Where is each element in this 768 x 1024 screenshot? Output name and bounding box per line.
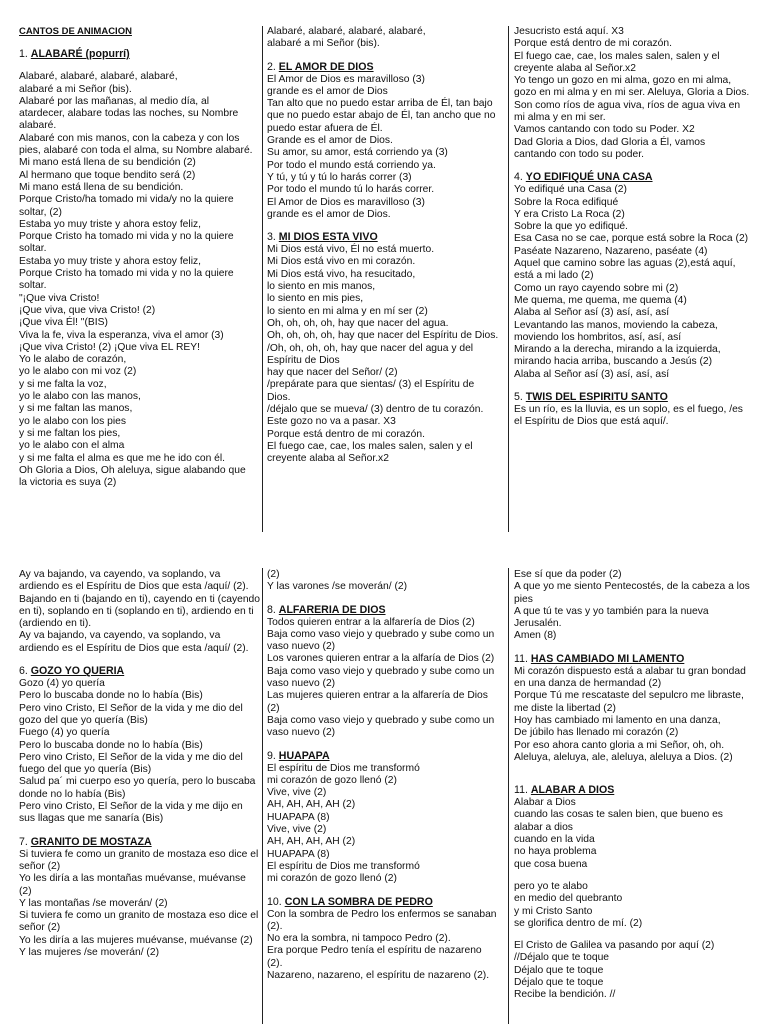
lyric-line: Al hermano que toque bendito será (2) [19,169,196,181]
lyric-line: AH, AH, AH, AH (2) [267,799,356,811]
lyric-line: AH, AH, AH, AH (2) [267,836,356,848]
song-title-text: HUAPAPA [278,749,330,762]
lyric-line: Baja como vaso viejo y quebrado y sube como un vaso nuevo (2) [267,665,495,690]
lyric-line: y si me falta el alma es que me he ido con él. [19,452,226,464]
song-number: 9. [267,749,276,762]
lyric-line: "¡Que viva Cristo! [19,292,100,304]
lyric-line: grande es el amor de Dios. [267,208,391,220]
lyric-line: mi corazón de gozo llenó (2) [267,774,397,786]
spacer [514,930,752,940]
lyric-line: Oh, oh, oh, oh, hay que nacer del agua. [267,317,449,329]
lyric-line: Los varones quieren entrar a la alfaría de Dios (2) [267,653,495,665]
spacer [19,826,261,836]
lyric-line: Mi corazón dispuesto está a alabar tu gran bondad en una danza de hermandad (2) [514,665,746,690]
lyric-line: ¡Que viva Cristo! (2) ¡Que viva EL REY! [19,341,201,353]
lyric-line: se glorifica dentro de mí. (2) [514,917,643,929]
song-title [514,171,750,184]
spacer [19,38,255,48]
lyric-line: yo le alabo con mi voz (2) [19,366,137,378]
lyric-line: Su amor, su amor, está corriendo ya (3) [267,147,448,159]
song-title [267,896,499,909]
lyric-line: Yo les diría a las montañas muévanse, muévanse (2) [19,873,246,897]
lyric-line: Las mujeres quieren entrar a la alfarería de Dios (2) [267,690,488,714]
lyric-line: Porque Cristo/ha tomado mi vida/y no la quiere soltar, (2) [19,194,234,218]
lyric-line: Baja como vaso viejo y quebrado y sube como un vaso nuevo (2) [267,628,495,653]
lyric-line: Y tú, y tú y tú lo harás correr (3) [267,171,412,183]
lyric-line: El Amor de Dios es maravilloso (3) [267,196,425,208]
lyric-line: yo le alabo con los pies [19,415,127,427]
spacer [19,655,261,665]
lyric-line: Yo edifiqué una Casa (2) [514,184,627,196]
top-column-3 [514,26,750,429]
lyric-line: Alabaré con mis manos, con la cabeza y con los pies, alabaré con toda el alma, su Nombre alabaré. [19,132,253,157]
spacer [514,643,752,653]
lyric-line: Pero lo buscaba donde no lo había (Bis) [19,739,203,751]
song-title-text: YO EDIFIQUÉ UNA CASA [525,171,653,184]
lyric-line: Pero vino Cristo, El Señor de la vida y me dio del gozo del que yo quería (Bis) [19,702,243,726]
lyric-line: Déjalo que te toque [514,964,604,976]
lyric-line: Pero lo buscaba donde no lo había (Bis) [19,690,203,702]
lyric-line: Mi mano está llena de su bendición (2) [19,157,196,169]
lyric-line: lo siento en mis pies, [267,293,364,305]
lyric-line: No era la sombra, ni tampoco Pedro (2). [267,933,451,945]
song-title [267,231,499,244]
spacer [267,594,499,604]
spacer [514,764,752,774]
lyric-line: Paséate Nazareno, Nazareno, paséate (4) [514,245,708,257]
lyric-line: Fuego (4) yo quería [19,727,110,739]
song-title [514,391,750,404]
lyric-line: cuando en la vida [514,834,595,846]
song-number: 5. [514,391,523,404]
lyric-line: Si tuviera fe como un granito de mostaza eso dice el señor (2) [19,910,259,934]
lyric-line: Salud pa´ mi cuerpo eso yo quería, pero lo buscaba donde no lo había (Bis) [19,776,256,800]
lyric-line: Sobre la que yo edifiqué. [514,221,628,233]
lyric-line: Ay va bajando, va cayendo, va soplando, va ardiendo es el Espíritu de Dios que esta /aquí/ (2). [19,630,249,654]
column-divider [508,26,509,532]
lyric-line: Si tuviera fe como un granito de mostaza eso dice el señor (2) [19,848,259,872]
song-title [514,653,752,666]
top-column-1 [19,26,255,489]
lyric-line: Oh Gloria a Dios, Oh aleluya, sigue alabando que la victoria es suya (2) [19,464,246,489]
lyric-line: Y las montañas /se moverán/ (2) [19,897,168,909]
spacer [267,740,499,750]
lyric-line: Oh, oh, oh, oh, hay que nacer del Espíritu de Dios. [267,330,499,342]
lyric-line: El fuego cae, cae, los males salen, salen y el creyente alaba al Señor.x2 [267,440,473,465]
lyric-line: Aquel que camino sobre las aguas (2),está aquí, está a mi lado (2) [514,258,736,282]
bottom-column-3 [514,569,752,1002]
lyric-line: y si me faltan las manos, [19,403,133,415]
lyric-line: Era porque Pedro tenía el espíritu de nazareno (2). [267,945,482,969]
lyric-line: Y era Cristo La Roca (2) [514,208,625,220]
top-column-2 [267,26,499,466]
lyric-line: El espíritu de Dios me transformó [267,762,420,774]
lyric-line: El fuego cae, cae, los males salen, salen y el creyente alaba al Señor.x2 [514,50,720,74]
song-number: 2. [267,60,276,73]
lyric-line: /déjalo que se mueva/ (3) dentro de tu corazón. [267,404,484,416]
lyric-line: Hoy has cambiado mi lamento en una danza, [514,714,721,726]
lyric-line: Baja como vaso viejo y quebrado y sube como un vaso nuevo (2) [267,714,495,739]
lyric-line: cuando las cosas te salen bien, que bueno es alabar a dios [514,809,723,833]
song-title-text: TWIS DEL ESPIRITU SANTO [525,391,668,404]
lyric-line: Mi mano está llena de su bendición. [19,181,184,193]
lyric-line: y si me falta la voz, [19,378,107,390]
document-title: CANTOS DE ANIMACION [19,26,132,37]
lyric-line: A que tú te vas y yo también para la nueva Jerusalén. [514,605,709,630]
lyric-line: Alabaré por las mañanas, al medio día, al atardecer, alabare todas las noches, su Nombre alabaré. [19,95,239,132]
lyric-line: alabaré a mi Señor (bis). [267,38,380,50]
lyric-line: en medio del quebranto [514,893,623,905]
lyric-line: lo siento en mis manos, [267,281,376,293]
song-number: 11. [514,652,528,665]
lyric-line: Vamos cantando con todo su Poder. X2 [514,124,695,136]
song-title [514,784,752,797]
song-number: 1. [19,48,28,61]
song-number: 6. [19,665,28,678]
lyric-line: Y las varones /se moverán/ (2) [267,581,408,593]
lyric-line: Yo tengo un gozo en mi alma, gozo en mi alma, gozo en mi alma y en mi ser. Aleluya, Gloria a Dios. [514,75,750,99]
lyric-line: Son como ríos de agua viva, ríos de agua viva en mi alma y en mi ser. [514,99,741,124]
lyric-line: pero yo te alabo [514,880,588,892]
lyric-line: Porque está dentro de mi corazón. [267,428,425,440]
lyric-line: hay que nacer del Señor/ (2) [267,367,398,379]
lyric-line: Estaba yo muy triste y ahora estoy feliz, [19,218,201,230]
lyric-line: A que yo me siento Pentecostés, de la cabeza a los pies [514,581,750,605]
song-title [19,665,261,678]
song-number: 7. [19,835,28,848]
song-title-text: EL AMOR DE DIOS [278,60,374,73]
song-title-text: ALABARÉ (popurrí) [30,48,130,61]
lyric-line: no haya problema [514,846,597,858]
lyric-line: El Cristo de Galilea va pasando por aquí (2) [514,940,715,952]
song-number: 4. [514,171,523,184]
column-divider [262,568,263,1024]
lyric-line: Es un río, es la lluvia, es un soplo, es el fuego, /es el Espíritu de Dios que está aquí/. [514,404,743,428]
lyric-line: /Oh, oh, oh, oh, hay que nacer del agua y del Espíritu de Dios [267,342,474,366]
song-title [19,836,261,849]
song-number: 8. [267,603,276,616]
song-title-text: ALABAR A DIOS [530,784,615,797]
spacer [514,871,752,881]
song-title [19,48,255,61]
lyric-line: Me quema, me quema, me quema (4) [514,294,687,306]
lyric-line: Este gozo no va a pasar. X3 [267,416,396,428]
lyric-line: Dad Gloria a Dios, dad Gloria a Él, vamos cantando con todo su poder. [514,136,706,160]
lyric-line: Por todo el mundo está corriendo ya. [267,159,436,171]
lyric-line: Porque está dentro de mi corazón. [514,38,672,50]
lyric-line: lo siento en mi alma y en mí ser (2) [267,305,428,317]
lyric-line: Vive, vive (2) [267,824,327,836]
lyric-line: Como un rayo cayendo sobre mi (2) [514,282,679,294]
spacer [514,774,752,784]
lyric-line: Estaba yo muy triste y ahora estoy feliz, [19,255,201,267]
column-divider [262,26,263,532]
lyric-line: Alaba al Señor así (3) así, así, así [514,368,670,380]
spacer [267,886,499,896]
bottom-column-1 [19,569,261,959]
lyric-line: Jesucristo está aquí. X3 [514,26,624,37]
song-title-text: GRANITO DE MOSTAZA [30,835,152,848]
lyric-line: (2) [267,569,280,580]
lyric-line: Ese sí que da poder (2) [514,569,622,580]
lyric-line: ¡Que viva, que viva Cristo! (2) [19,304,156,316]
song-title [267,61,499,74]
lyric-line: Yo le alabo de corazón, [19,354,127,366]
song-number: 11. [514,784,528,797]
lyric-line: Amen (8) [514,630,557,642]
song-number: 10. [267,895,282,908]
column-divider [508,568,509,1024]
lyric-line: Aleluya, aleluya, ale, aleluya, aleluya a Dios. (2) [514,751,733,763]
lyric-line: Mirando a la derecha, mirando a la izquierda, mirando hacia arriba, buscando a Jesús (2) [514,344,721,368]
lyric-line: Sobre la Roca edifiqué [514,196,619,208]
lyric-line: Grande es el amor de Dios. [267,135,393,147]
lyric-line: Viva la fe, viva la esperanza, viva el amor (3) [19,329,224,341]
spacer [19,61,255,71]
lyric-line: Tan alto que no puedo estar arriba de Él, tan bajo que no puedo estar abajo de Él, tan ancho que no puedo estar afuera de Él. [267,98,496,134]
song-title [267,750,499,763]
lyric-line: Déjalo que te toque [514,977,604,989]
lyric-line: mi corazón de gozo llenó (2) [267,873,397,885]
lyric-line: Mi Dios está vivo, Él no está muerto. [267,244,435,256]
lyric-line: Y las mujeres /se moverán/ (2) [19,947,160,959]
lyric-line: y si me faltan los pies, [19,427,121,439]
bottom-column-2 [267,569,499,982]
lyric-line: Gozo (4) yo quería [19,678,105,690]
lyric-line: Por eso ahora canto gloria a mi Señor, oh, oh. [514,739,725,751]
lyric-line: Esa Casa no se cae, porque está sobre la Roca (2) [514,233,749,245]
lyric-line: grande es el amor de Dios [267,85,388,97]
lyric-line: El Amor de Dios es maravilloso (3) [267,73,425,85]
song-title-text: HAS CAMBIADO MI LAMENTO [530,652,685,665]
lyric-line: El espíritu de Dios me transformó [267,860,420,872]
lyric-line: Pero vino Cristo, El Señor de la vida y me dijo en sus llagas que me sanaría (Bis) [19,801,243,825]
lyric-line: De júbilo has llenado mi corazón (2) [514,727,679,739]
lyric-line: Mi Dios está vivo, ha resucitado, [267,268,416,280]
lyric-line: Alaba al Señor así (3) así, así, así [514,307,670,319]
lyric-line: Nazareno, nazareno, el espíritu de nazareno (2). [267,970,490,982]
lyric-line: yo le alabo con el alma [19,440,125,452]
lyric-line: Alabaré, alabaré, alabaré, alabaré, [19,71,178,83]
lyric-line: Alabaré, alabaré, alabaré, alabaré, [267,26,426,37]
spacer [267,51,499,61]
song-title-text: GOZO YO QUERIA [30,665,125,678]
lyric-line: Porque Tú me rescataste del sepulcro me libraste, me diste la libertad (2) [514,690,744,714]
song-title-text: ALFARERIA DE DIOS [278,603,386,616]
song-number: 3. [267,231,276,244]
lyric-line: Porque Cristo ha tomado mi vida y no la quiere soltar. [19,268,234,292]
lyric-line: Por todo el mundo tú lo harás correr. [267,184,435,196]
lyric-line: Vive, vive (2) [267,787,327,799]
lyric-line: Ay va bajando, va cayendo, va soplando, va ardiendo es el Espíritu de Dios que esta /aquí/ (2). [19,569,249,593]
lyric-line: Bajando en ti (bajando en ti), cayendo en ti (cayendo en ti), soplando en ti (soplando en ti), ardiendo en ti (ardiendo en ti). [19,593,260,630]
spacer [267,221,499,231]
lyric-line: y mi Cristo Santo [514,905,593,917]
lyric-line: Porque Cristo ha tomado mi vida y no la quiere soltar. [19,231,234,255]
lyric-line: Yo les diría a las mujeres muévanse, muévanse (2) [19,934,253,946]
song-title-text: MI DIOS ESTA VIVO [278,231,378,244]
lyric-line: Alabar a Dios [514,797,576,809]
lyric-line: /prepárate para que sientas/ (3) el Espíritu de Dios. [267,379,475,403]
lyric-line: Con la sombra de Pedro los enfermos se sanaban (2). [267,908,497,932]
song-title [267,604,499,617]
lyric-line: Pero vino Cristo, El Señor de la vida y me dio del fuego del que yo quería (Bis) [19,751,243,776]
lyric-line: HUAPAPA (8) [267,811,330,823]
lyric-line: //Déjalo que te toque [514,952,610,964]
lyric-line: que cosa buena [514,858,588,870]
lyric-line: ¡Que viva Él! "(BIS) [19,317,108,329]
spacer [514,381,750,391]
lyric-line: Levantando las manos, moviendo la cabeza, moviendo los hombritos, así, así, así [514,319,718,343]
spacer [514,161,750,171]
lyric-line: HUAPAPA (8) [267,848,330,860]
lyric-line: Recibe la bendición. // [514,989,616,1001]
lyric-line: yo le alabo con las manos, [19,391,141,403]
song-title-text: CON LA SOMBRA DE PEDRO [284,895,433,908]
lyric-line: alabaré a mi Señor (bis). [19,83,132,95]
lyric-line: Mi Dios está vivo en mi corazón. [267,256,416,268]
lyric-line: Todos quieren entrar a la alfarería de Dios (2) [267,616,475,628]
